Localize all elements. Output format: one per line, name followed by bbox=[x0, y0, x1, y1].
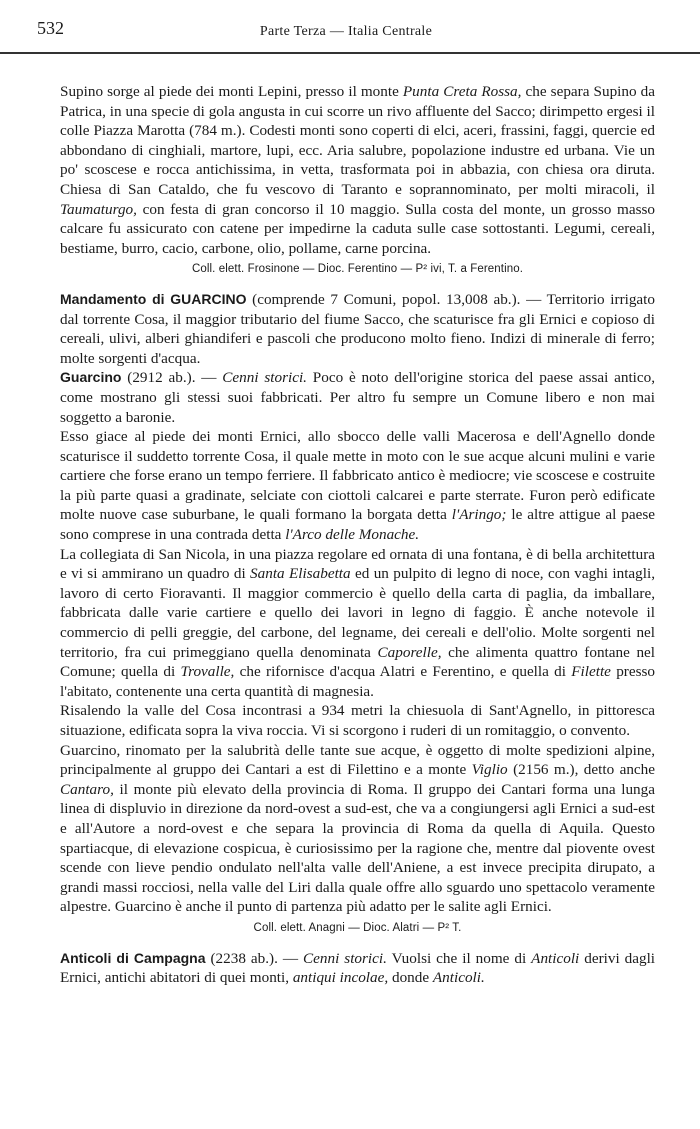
guarcino-paragraph-5: Guarcino, rinomato per la salubrità delle tante sue acque, è oggetto di molte spedizioni alpine, principalmente al gruppo dei Cantari a est di Filettino e a monte Viglio (2156 m.), detto anche Cantaro, il monte più elevato della provincia di Roma. Il gruppo dei Cantari forma una lunga linea di displuvio in direzione da nord-ovest a sud-est, che va a congiungersi agli Ernici a sud-est e all'Autore a nord-ovest e che separa la provincia di Roma da quella di Aquila. Questo spartiacque, di elevazione cospicua, è curiosissimo per la ragione che, mentre dal piovente ovest scende con lieve pendio ondulato nell'alta valle dell'Aniene, a est invece precipita dirupato, a grandi massi rocciosi, nella valle del Liri dalla quale offre allo sguardo uno spettacolo veramente alpestre. Guarcino è anche il punto di partenza più adatto per le salite agli Ernici. bbox=[60, 741, 655, 916]
supino-citation: Coll. elett. Frosinone — Dioc. Ferentino — P² ivi, T. a Ferentino. bbox=[191, 263, 524, 276]
page-body bbox=[60, 82, 655, 988]
anticoli-heading: Anticoli di Campagna bbox=[60, 949, 206, 966]
supino-paragraph: Supino sorge al piede dei monti Lepini, presso il monte Punta Creta Rossa, che separa Supino da Patrica, in una specie di gola angusta in cui scorre un rivo affluente del Sacco; dirimpetto ergesi il colle Piazza Marotta (784 m.). Codesti monti sono coperti di elci, aceri, frassini, faggi, quercie ed abbondano di cinghiali, martore, lupi, ecc. Aria salubre, popolazione industre ed urbana. Vie un po' scoscese e rocca antichissima, in vetta, trasformata poi in abbazia, con chiesa ora diruta. Chiesa di San Cataldo, che fu vescovo di Taranto e soprannominato, per molti miracoli, il Taumaturgo, con festa di gran concorso il 10 maggio. Sulla costa del monte, un grosso masso calcare fu assicurato con catene per impedirne la caduta sulle case sottostanti. Legumi, cereali, bestiame, burro, cacio, carbone, olio, pollame, carne porcina. bbox=[60, 83, 655, 257]
guarcino-paragraph-3: La collegiata di San Nicola, in una piazza regolare ed ornata di una fontana, è di bella architettura e vi si ammirano un quadro di Santa Elisabetta ed un pulpito di legno di noce, con vaghi intagli, lavoro di certo Fioravanti. Il maggior commercio è quello della carta di paglia, da imballare, fabbricata dalle varie cartiere e quello dei lavori in legno di faggio. È anche notevole il commercio di pelli greggie, del carbone, del legname, dei cereali e dell'olio. Molte sorgenti nel territorio, fra cui primeggiano quella denominata Caporelle, che alimenta quattro fontane nel Comune; quella di Trovalle, che rifornisce d'acqua Alatri e Ferentino, e quella di Filette presso l'abitato, contenente una certa quantità di magnesia. bbox=[60, 545, 656, 700]
guarcino-paragraph-2: Esso giace al piede dei monti Ernici, allo sbocco delle valli Macerosa e dell'Agnello donde scaturisce il suddetto torrente Cosa, il quale mette in moto con le sue acque alcuni mulini e varie cartiere che forse erano un tempo ferriere. Il fabbricato antico è mediocre; vie scoscese e costruite la più parte quasi a gradinate, selciate con ciottoli calcarei e parte sterrate. Furon però edificate molte nuove case suburbane, le quali formano la borgata detta l'Aringo; le altre attigue al paese sono comprese in una contrada detta l'Arco delle Monache. bbox=[60, 428, 655, 544]
page-header bbox=[37, 0, 655, 46]
mandamento-paragraph: Mandamento di GUARCINO (comprende 7 Comuni, popol. 13,008 ab.). — Territorio irrigato dal torrente Cosa, il maggior tributario del fiume Sacco, che scaturisce fra gli Ernici e copioso di cereali, ulivi, alberi ghiandiferi e pascoli che producono molto fieno. Indizi di minerale di ferro; molte sorgenti d'acqua. bbox=[60, 290, 655, 367]
header-rule bbox=[0, 52, 700, 54]
anticoli-paragraph: Anticoli di Campagna (2238 ab.). — Cenni storici. Vuolsi che il nome di Anticoli derivi dagli Ernici, antichi abitatori di quei monti, antiqui incolae, donde Anticoli. bbox=[60, 949, 656, 987]
guarcino-paragraph-1: Guarcino (2912 ab.). — Cenni storici. Poco è noto dell'origine storica del paese assai antico, come mostrano gli stessi suoi fabbricati. Per altro fu sempre un Comune libero e non mai soggetto a baronie. bbox=[60, 369, 656, 426]
running-head: Parte Terza — Italia Centrale bbox=[259, 24, 433, 39]
guarcino-paragraph-4: Risalendo la valle del Cosa incontrasi a 934 metri la chiesuola di Sant'Agnello, in pittoresca situazione, edificata sopra la viva roccia. Vi si scorgono i ruderi di un romitaggio, o convento. bbox=[60, 702, 655, 739]
guarcino-heading: Guarcino bbox=[60, 369, 122, 386]
page-number: 532 bbox=[37, 18, 64, 38]
mandamento-heading: Mandamento di GUARCINO bbox=[60, 290, 247, 307]
guarcino-citation: Coll. elett. Anagni — Dioc. Alatri — P² T. bbox=[253, 921, 462, 934]
